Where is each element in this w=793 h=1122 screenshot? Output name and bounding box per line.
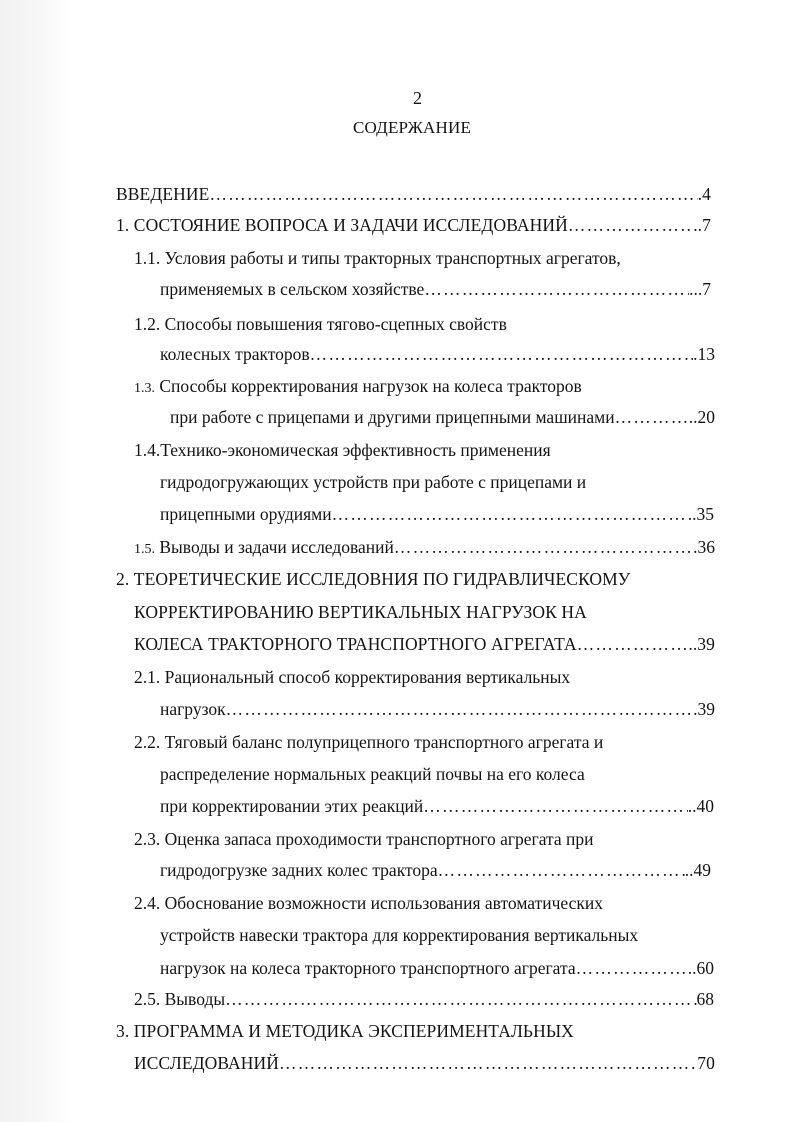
toc-entry-title: Условия работы и типы тракторных транспортных агрегатов, xyxy=(164,248,621,268)
toc-entry-title: при корректировании этих реакций xyxy=(160,796,424,816)
toc-entry-title: Тяговый баланс полуприцепного транспортного агрегата и xyxy=(164,732,604,752)
scan-shadow xyxy=(0,0,72,1122)
toc-entry-title: прицепными орудиями xyxy=(160,504,332,524)
page-number: 2 xyxy=(413,88,422,108)
toc-entry-2-1 xyxy=(134,664,570,690)
toc-entry-title: ИССЛЕДОВАНИЙ xyxy=(134,1053,280,1073)
toc-entry-title: гидродогружающих устройств при работе с прицепами и xyxy=(160,472,587,492)
toc-entry-chapter-1 xyxy=(116,212,711,238)
toc-entry-chapter-3-cont xyxy=(134,1050,715,1076)
toc-entry-title: Обоснование возможности использования автоматических xyxy=(164,893,603,913)
toc-section-number: 1.1. xyxy=(134,248,161,268)
toc-page-number: ..60 xyxy=(687,958,714,978)
toc-page-number: .13 xyxy=(693,344,715,364)
toc-entry-title: Способы корректирования нагрузок на колеса тракторов xyxy=(159,376,582,396)
toc-entry-2-2 xyxy=(134,729,603,755)
toc-entry-title: Рациональный способ корректирования вертикальных xyxy=(164,667,571,687)
toc-page-number: 68 xyxy=(696,989,714,1009)
toc-entry-2-2-cont xyxy=(160,793,714,819)
toc-entry-2-4 xyxy=(134,890,603,916)
leader-dots xyxy=(279,1050,697,1076)
toc-entry-2-3 xyxy=(134,826,594,852)
toc-entry-2-1-cont xyxy=(160,696,715,722)
toc-entry-title: КОРРЕКТИРОВАНИЮ ВЕРТИКАЛЬНЫХ НАГРУЗОК НА xyxy=(134,602,587,622)
toc-entry-title: Выводы и задачи исследований xyxy=(159,537,394,557)
toc-entry-title: применяемых в сельском хозяйстве xyxy=(160,279,425,299)
leader-dots xyxy=(209,181,697,207)
toc-page-number: ..40 xyxy=(687,796,714,816)
toc-section-number: 2.2. xyxy=(134,732,161,752)
toc-page-number: ..35 xyxy=(687,504,714,524)
toc-entry-chapter-2-cont xyxy=(134,631,715,657)
toc-entry-1-4-cont xyxy=(160,501,714,527)
toc-section-number: 1.5. xyxy=(134,542,155,557)
toc-section-number: 2.3. xyxy=(134,829,161,849)
toc-page-number: ..39 xyxy=(688,634,715,654)
toc-entry-title: ВВЕДЕНИЕ xyxy=(116,184,210,204)
toc-entry-2-3-cont xyxy=(160,857,711,883)
toc-entry-chapter-3 xyxy=(116,1018,574,1044)
toc-entry-title: 1. СОСТОЯНИЕ ВОПРОСА И ЗАДАЧИ ИССЛЕДОВАНИЙ xyxy=(116,215,568,235)
toc-entry-1-1 xyxy=(134,245,621,271)
toc-entry-2-4-line2 xyxy=(160,922,638,948)
toc-entry-title: 3. ПРОГРАММА И МЕТОДИКА ЭКСПЕРИМЕНТАЛЬНЫХ xyxy=(116,1021,574,1041)
toc-entry-2-2-line2 xyxy=(160,761,585,787)
leader-dots xyxy=(226,696,693,722)
toc-entry-title: Оценка запаса проходимости транспортного агрегата при xyxy=(164,829,594,849)
toc-entry-title: КОЛЕСА ТРАКТОРНОГО ТРАНСПОРТНОГО АГРЕГАТА xyxy=(134,634,577,654)
toc-page-number: .39 xyxy=(693,699,715,719)
toc-section-number: 1.4. xyxy=(134,440,161,460)
toc-entry-1-5 xyxy=(134,534,715,560)
toc-entry-title: распределение нормальных реакций почвы на его колеса xyxy=(160,764,585,784)
leader-dots xyxy=(423,793,687,819)
leader-dots xyxy=(568,212,693,238)
leader-dots xyxy=(424,276,689,302)
toc-page-number: ..7 xyxy=(693,215,711,235)
toc-entry-title: устройств навески трактора для корректирования вертикальных xyxy=(160,925,639,945)
leader-dots xyxy=(332,501,688,527)
toc-entry-title: Выводы xyxy=(164,989,226,1009)
toc-entry-chapter-2-line2 xyxy=(134,599,587,625)
toc-entry-1-3 xyxy=(134,373,582,402)
leader-dots xyxy=(576,955,688,981)
toc-entry-title: Технико-экономическая эффективность применения xyxy=(160,440,551,460)
toc-entry-title: гидродогрузке задних колес трактора xyxy=(160,860,438,880)
leader-dots xyxy=(225,986,696,1012)
toc-entry-1-1-cont xyxy=(160,276,711,302)
toc-entry-1-4 xyxy=(134,437,551,463)
toc-entry-title: Способы повышения тягово-сцепных свойств xyxy=(164,314,507,334)
toc-page-number: ..20 xyxy=(688,407,715,427)
toc-section-number: 1.2. xyxy=(134,314,161,334)
toc-page-number: .4 xyxy=(697,184,711,204)
toc-entry-1-2 xyxy=(134,311,507,337)
page-title: СОДЕРЖАНИЕ xyxy=(353,118,472,137)
toc-entry-title: при работе с прицепами и другими прицепными машинами xyxy=(170,407,615,427)
toc-entry-title: колесных тракторов xyxy=(160,344,310,364)
toc-page-number: 70 xyxy=(697,1053,715,1073)
toc-section-number: 2.5. xyxy=(134,989,161,1009)
toc-entry-intro xyxy=(116,181,711,207)
toc-entry-2-4-cont xyxy=(160,955,714,981)
toc-page-number: .36 xyxy=(693,537,715,557)
leader-dots xyxy=(310,341,693,367)
toc-entry-title: 2. ТЕОРЕТИЧЕСКИЕ ИССЛЕДОВНИЯ ПО ГИДРАВЛИЧЕСКОМУ xyxy=(116,569,631,589)
toc-section-number: 2.4. xyxy=(134,893,161,913)
leader-dots xyxy=(438,857,685,883)
toc-entry-1-3-cont xyxy=(170,404,715,430)
toc-entry-title: нагрузок xyxy=(160,699,226,719)
toc-entry-chapter-2 xyxy=(116,566,630,592)
toc-page-number: ...7 xyxy=(689,279,711,299)
toc-section-number: 2.1. xyxy=(134,667,161,687)
leader-dots xyxy=(577,631,689,657)
leader-dots xyxy=(615,404,689,430)
toc-entry-title: нагрузок на колеса тракторного транспортного агрегата xyxy=(160,958,576,978)
leader-dots xyxy=(394,534,693,560)
toc-entry-2-5 xyxy=(134,986,714,1012)
toc-entry-1-2-cont xyxy=(160,341,715,367)
toc-entry-1-4-line2 xyxy=(160,469,586,495)
toc-section-number: 1.3. xyxy=(134,381,155,396)
toc-page-number: ..49 xyxy=(684,860,711,880)
